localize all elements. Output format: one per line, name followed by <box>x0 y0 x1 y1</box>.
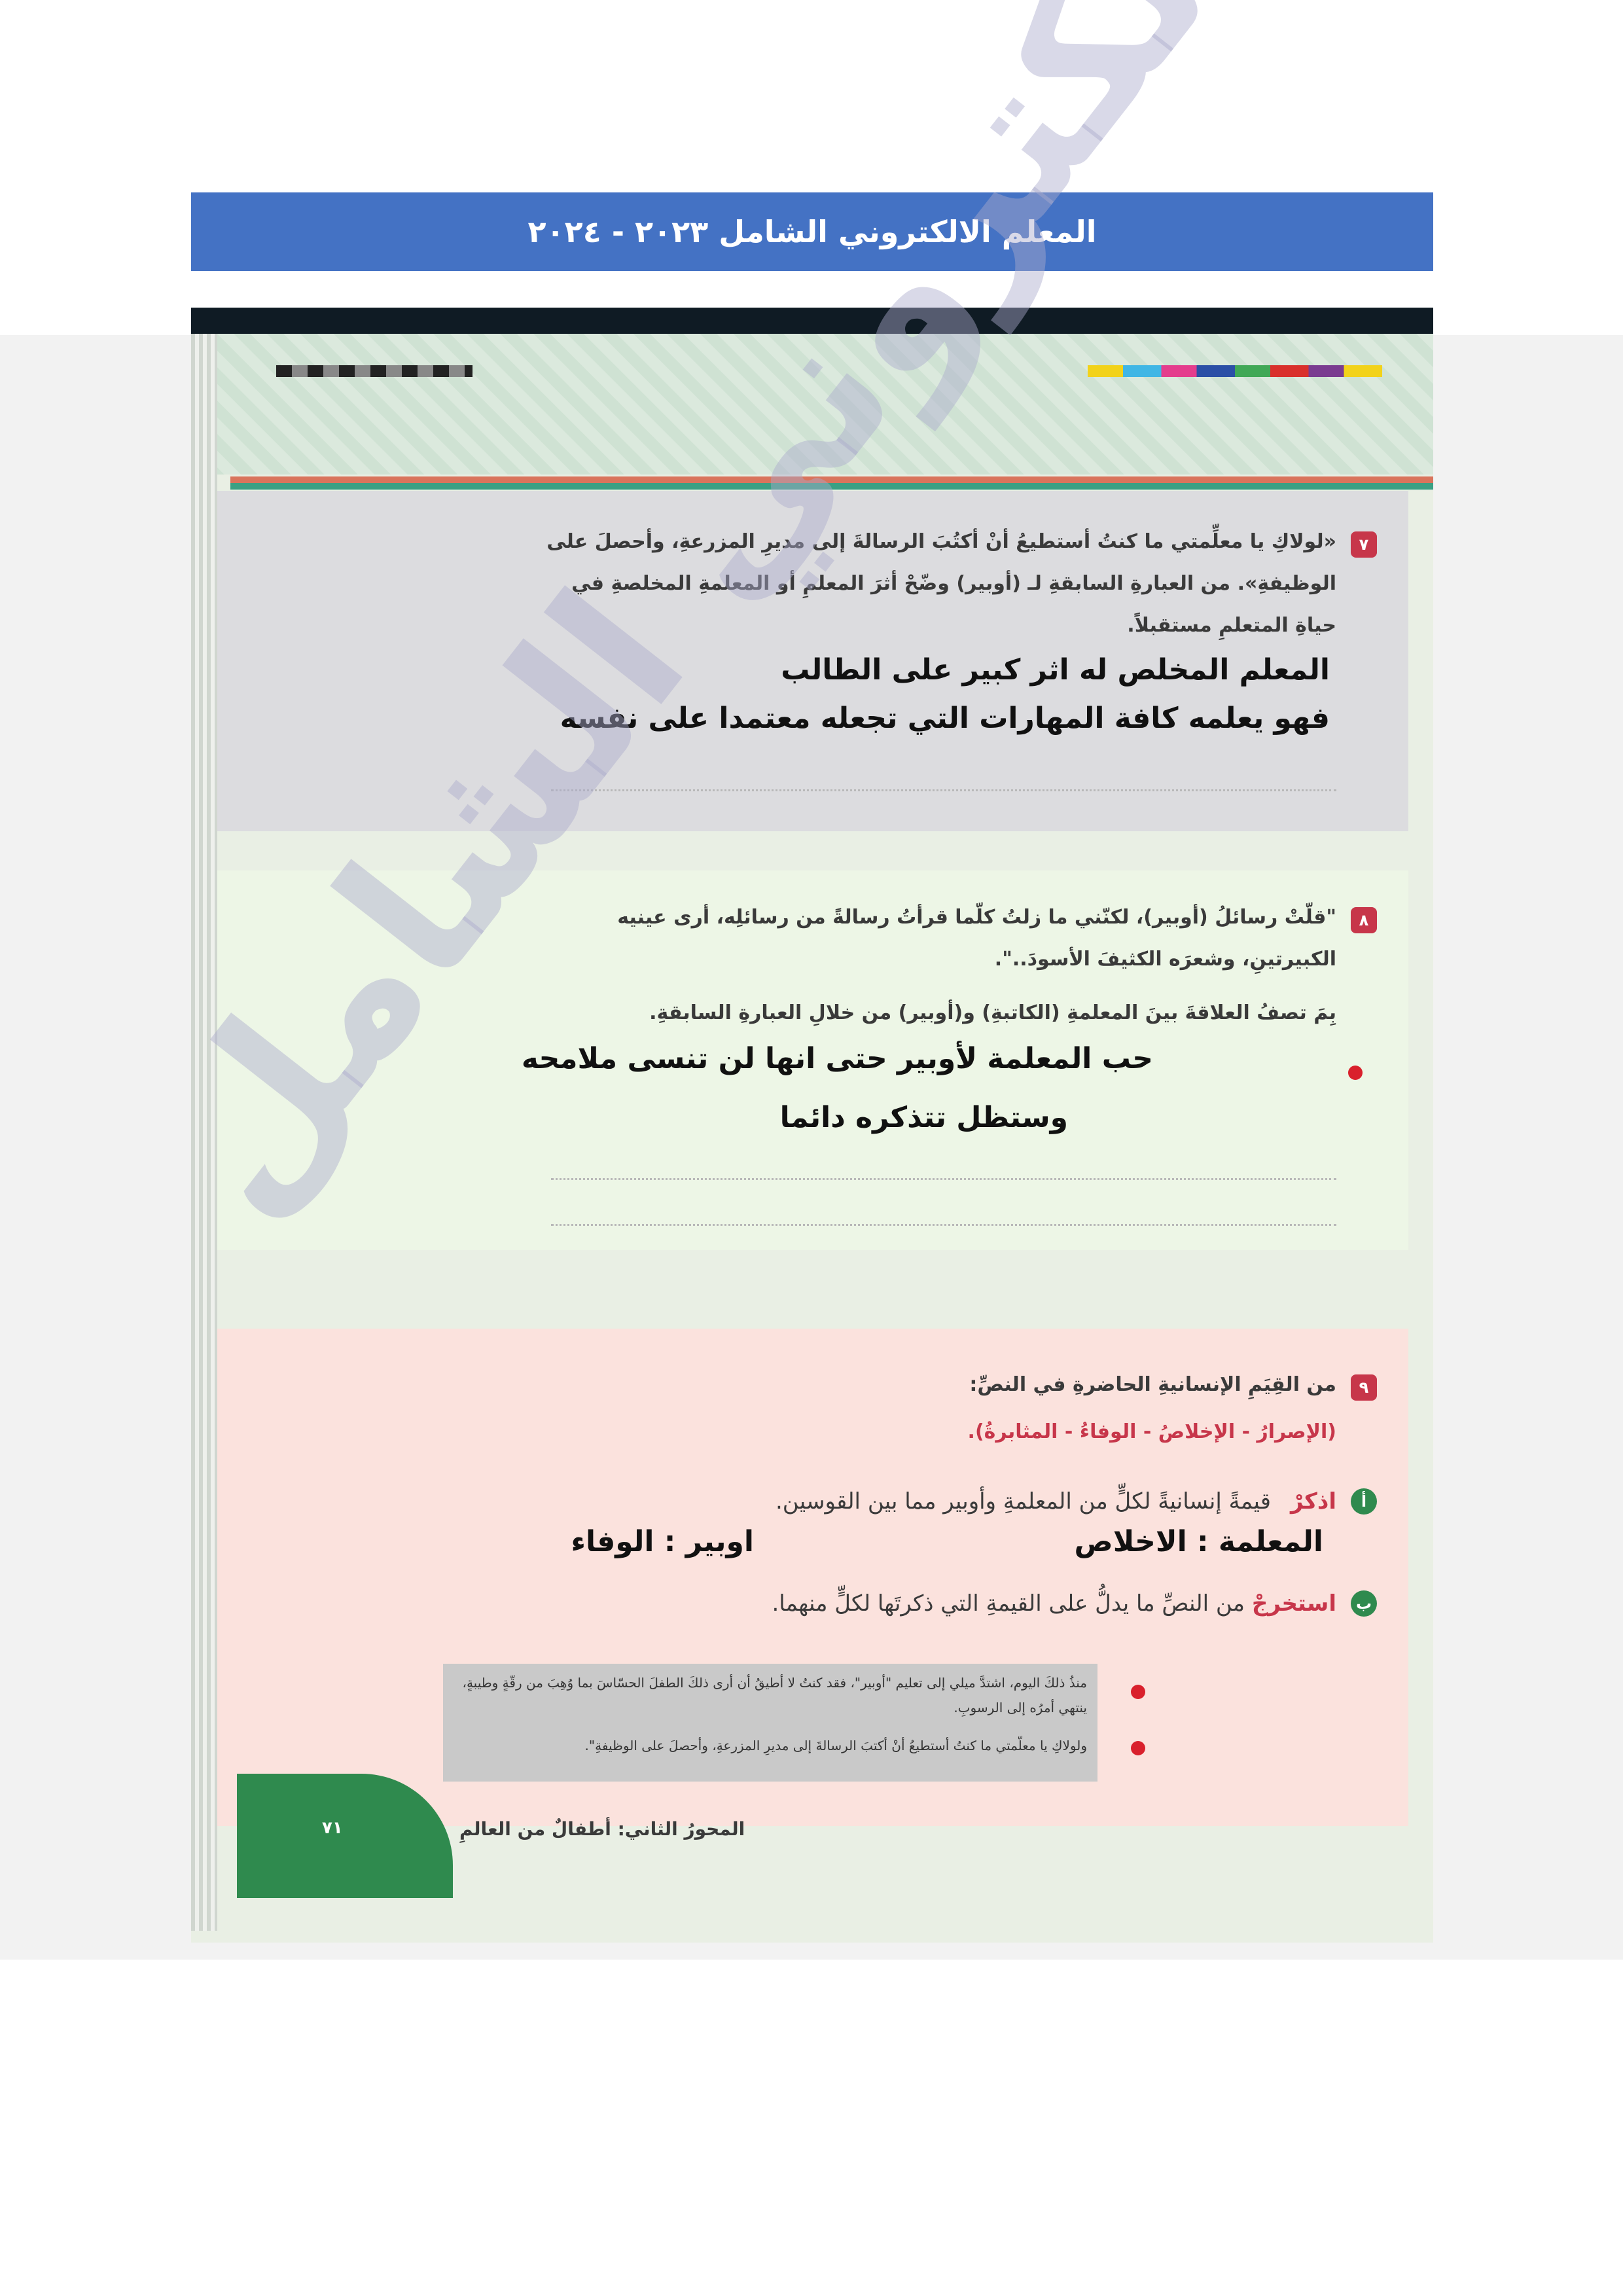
question-7-prompt-line-3: حياةِ المتعلمِ مستقبلاً. <box>1127 614 1336 637</box>
quote-1: منذُ ذلكَ اليوم، اشتدَّ ميلي إلى تعليم "أوبير"، فقد كنتُ لا أطيقُ أن أرى ذلكَ الطفلَ الحسّاسَ بما وُهِبَ من رقّةٍ وطيبةٍ، ينتهي أمرُه إلى الرسوبِ. <box>462 1675 1087 1715</box>
sub-a-badge: أ <box>1351 1488 1377 1515</box>
question-9-values-list: (الإصرارُ - الإخلاصُ - الوفاءُ - المثابرةُ). <box>967 1420 1336 1443</box>
header-title: المعلم الالكتروني الشامل ٢٠٢٣ - ٢٠٢٤ <box>527 214 1097 249</box>
question-8-number: ٨ <box>1351 907 1377 933</box>
question-8-prompt-line-1: "قلّتْ رسائلُ (أوبير)، لكنّني ما زلتُ كلّما قرأتُ رسالةً من رسائلِه، أرى عينيه <box>617 906 1336 929</box>
question-8-answer-line-2: وستظل تتذكره دائما <box>779 1101 1068 1134</box>
question-8-answer-line-1: حب المعلمة لأوبير حتى انها لن تنسى ملامحه <box>521 1042 1153 1075</box>
question-9-number: ٩ <box>1351 1374 1377 1401</box>
sub-a-answer-ober: اوبير : الوفاء <box>571 1525 754 1558</box>
quote-2: ولولاكِ يا معلّمتي ما كنتُ أستطيعُ أنْ أكتبَ الرسالةَ إلى مديرِ المزرعةِ، وأحصلَ على الوظيفةِ". <box>584 1738 1087 1753</box>
answer-line <box>551 789 1336 791</box>
question-7-answer-line-1: المعلم المخلص له اثر كبير على الطالب <box>781 653 1330 687</box>
question-7-prompt-line-2: الوظيفةِ». من العبارةِ السابقةِ لـ (أوبير) وضّحْ أثرَ المعلمِ أو المعلمةِ المخلصةِ في <box>571 572 1336 595</box>
question-7-answer-line-2: فهو يعلمه كافة المهارات التي تجعله معتمدا على نفسه <box>560 702 1330 735</box>
sub-b-verb: استخرجْ <box>1251 1590 1336 1617</box>
question-7-prompt-line-1: «لولاكِ يا معلِّمتي ما كنتُ أستطيعُ أنْ أكتُبَ الرسالةَ إلى مديرِ المزرعةِ، وأحصلَ على <box>546 530 1336 553</box>
gray-calibration-bar <box>276 365 473 377</box>
answer-line <box>551 1224 1336 1226</box>
bullet-dot <box>1131 1685 1145 1699</box>
bullet-dot <box>1348 1066 1363 1080</box>
page-number: ٧١ <box>322 1818 343 1838</box>
sub-a-answer-teacher: المعلمة : الاخلاص <box>1074 1525 1323 1558</box>
sub-b-text: من النصِّ ما يدلُّ على القيمةِ التي ذكرتَها لكلٍّ منهما. <box>772 1590 1245 1617</box>
question-9-prompt-line-1: من القِيَمِ الإنسانيةِ الحاضرةِ في النصِّ: <box>969 1373 1336 1396</box>
bullet-dot <box>1131 1741 1145 1755</box>
sub-b-badge: ب <box>1351 1590 1377 1617</box>
color-calibration-bar <box>1088 365 1382 377</box>
answer-line <box>551 1178 1336 1180</box>
question-8-prompt-line-3: بِمَ تصفُ العلاقةَ بينَ المعلمةِ (الكاتبةِ) و(أوبير) من خلالِ العبارةِ السابقةِ. <box>649 1001 1336 1024</box>
quote-box <box>443 1664 1097 1782</box>
question-7-number: ٧ <box>1351 531 1377 558</box>
footer-unit-title: المحورُ الثاني: أطفالٌ من العالمِ <box>459 1818 745 1840</box>
watermark: الالكتروني الشامل <box>111 0 1386 1253</box>
question-8-prompt-line-2: الكبيرتينِ، وشعرَه الكثيفَ الأسودَ..". <box>994 948 1336 971</box>
sub-a-verb: اذكرْ <box>1290 1488 1336 1515</box>
sub-a-text: قيمةً إنسانيةً لكلٍّ من المعلمةِ وأوبير مما بين القوسين. <box>776 1488 1271 1515</box>
